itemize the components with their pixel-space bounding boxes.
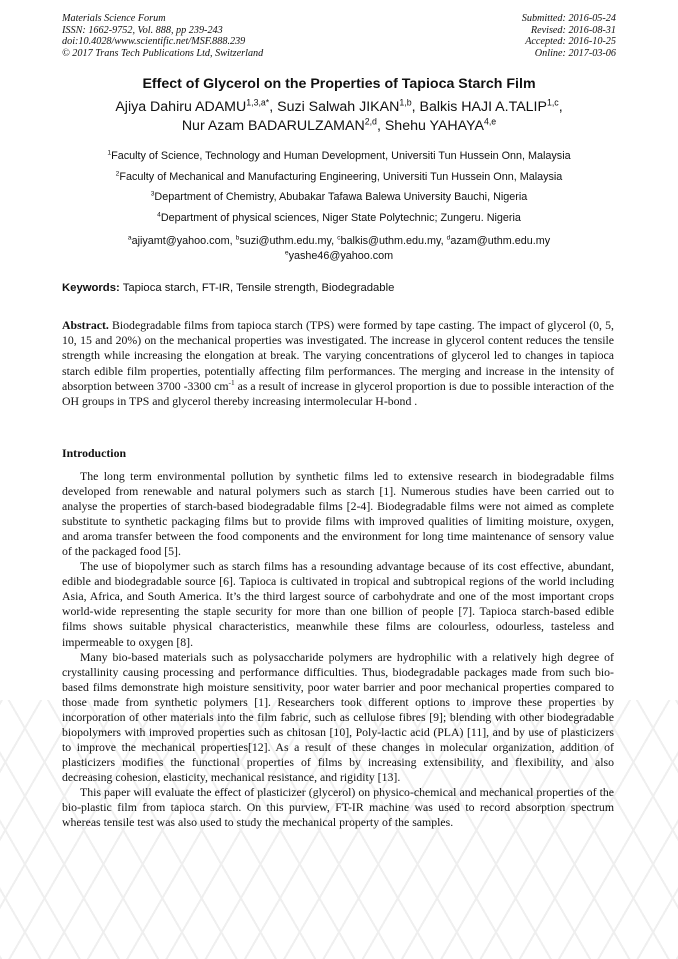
author-separator: , [411, 99, 420, 115]
email-address: yashe46@yahoo.com [288, 249, 394, 262]
email-mark: e [284, 248, 289, 256]
paragraph: The long term environmental pollution by synthetic films led to extensive research in biodegradable films developed from renewable and natural polymers such as starch [1]. Numerous studies have been carried out to analyse the properties of starch-based biodegradable films [2-4]. Biodegradable films were not aimed as complete substitute to synthetic packaging films but to provide films with improved qualities of limiting moisture, oxygen, and aroma transfer between the food components and the environment for long time maintenance of sensory value of the packaged food [5]. [62, 469, 614, 559]
author-name: Shehu YAHAYA [384, 117, 484, 134]
affiliation-text: Faculty of Science, Technology and Human Development, Universiti Tun Hussein Onn, Malaysia [111, 150, 571, 162]
abstract [62, 318, 614, 409]
affiliation-item [0, 171, 678, 192]
affiliation-item [0, 191, 678, 212]
issn-line: ISSN: 1662-9752, Vol. 888, pp 239-243 [62, 24, 223, 36]
email-mark: b [235, 234, 240, 242]
author-name: Balkis HAJI A.TALIP [419, 99, 547, 115]
keywords [62, 282, 622, 294]
email-address: balkis@uthm.edu.my, [340, 235, 447, 247]
affiliation-text: Department of Chemistry, Abubakar Tafawa Balewa University Bauchi, Nigeria [154, 191, 528, 203]
author-affiliation-mark: 4,e [483, 115, 497, 126]
email-mark: d [446, 234, 451, 242]
submitted-date: Submitted: 2016-05-24 [521, 13, 616, 24]
author-list [0, 98, 678, 135]
unit-exponent: -1 [228, 377, 235, 387]
paper-title: Effect of Glycerol on the Properties of Tapioca Starch Film [142, 76, 536, 92]
online-date: Online: 2017-03-06 [534, 47, 616, 59]
author-line-1 [0, 98, 678, 117]
introduction-body [62, 469, 614, 830]
affiliation-text: Faculty of Mechanical and Manufacturing Engineering, Universiti Tun Hussein Onn, Malaysia [119, 170, 563, 183]
publication-info [62, 13, 263, 59]
author-affiliation-mark: 1,3,a* [246, 97, 270, 108]
copyright-line: © 2017 Trans Tech Publications Ltd, Switzerland [62, 47, 264, 59]
keywords-label: Keywords: [62, 282, 120, 294]
author-name: Ajiya Dahiru ADAMU [115, 99, 247, 115]
accepted-date: Accepted: 2016-10-25 [525, 36, 616, 48]
email-list [0, 234, 678, 263]
author-affiliation-mark: 2,d [364, 115, 377, 126]
affiliation-list [0, 150, 678, 232]
revised-date: Revised: 2016-08-31 [530, 24, 616, 36]
author-separator: , [558, 99, 563, 115]
paragraph: Many bio-based materials such as polysaccharide polymers are hydrophilic with a relatively high degree of crystallinity causing processing and performance difficulties. Thus, biodegradable packages made from such bio-based films demonstrate high moisture sensitivity, poor water barrier and poor mechanical properties compared to those made from synthetic polymers [1]. Researchers took different options to improve these properties by incorporation of other materials into the film fabric, such as cellulose fibres [9]; blending with other biodegradable biopolymers with improved properties such as chitosan [10], Poly-lactic acid (PLA) [11], and by use of plasticizers to improve the mechanical properties[12]. As a result of these changes in molecular organization, addition of plasticizers modifies the functional properties of films by increasing extensibility, and flexibility, and also decreasing cohesion, elasticity, mechanical resistance, and rigidity [13]. [62, 649, 614, 784]
email-address: azam@uthm.edu.my [450, 235, 551, 247]
email-line-1 [0, 234, 678, 249]
paragraph: This paper will evaluate the effect of plasticizer (glycerol) on physico-chemical and mechanical properties of the bio-plastic film from tapioca starch. On this purview, FT-IR machine was used to record absorption spectrum whereas tensile test was also used to study the mechanical property of the samples. [62, 784, 614, 830]
page-header [62, 13, 616, 63]
author-affiliation-mark: 1,c [546, 97, 559, 108]
paragraph: The use of biopolymer such as starch films has a resounding advantage because of its cost effective, abundant, edible and biodegradable source [6]. Tapioca is cultivated in tropical and subtropical regions of the world including Asia, Africa, and South America. It’s the third largest source of carbohydrate and one of the most important crops world-wide representing the staple security for more than one billion of people [7]. Tapioca starch-based edible films shows suitable physical characteristics, meanwhile these films are colourless, odourless, tasteless and impermeable to oxygen [8]. [62, 559, 614, 649]
date-info [522, 13, 616, 59]
abstract-label: Abstract. [62, 318, 109, 332]
affiliation-number: 3 [150, 190, 155, 198]
email-mark: a [127, 234, 132, 242]
abstract-text: Biodegradable films from tapioca starch (TPS) were formed by tape casting. The impact of glycerol (0, 5, 10, 15 and 20%) on the mechanical properties was investigated. The increase in glycerol content reduces the tensile strength while increasing the elongation at break. The varying concentrations of glycerol led to changes in tapioca starch edible film properties, potentially affecting film performances. The merging and increase in the intensity of absorption between 3700 -3300 cm [62, 318, 614, 393]
author-name: Nur Azam BADARULZAMAN [181, 117, 365, 134]
abstract-text-continued: as a result of increase in glycerol proportion is due to possible interaction of the OH groups in TPS and glycerol thereby increasing intermolecular H-bond . [62, 378, 614, 409]
introduction-heading: Introduction [62, 446, 127, 460]
affiliation-number: 4 [157, 210, 161, 218]
email-mark: c [337, 234, 341, 242]
keywords-text: Tapioca starch, FT-IR, Tensile strength, Biodegradable [119, 282, 395, 294]
email-address: suzi@uthm.edu.my, [239, 235, 338, 247]
doi-line: doi:10.4028/www.scientific.net/MSF.888.239 [62, 36, 246, 48]
email-address: ajiyamt@yahoo.com, [131, 235, 236, 247]
affiliation-number: 1 [107, 149, 112, 157]
author-separator: , [269, 99, 278, 115]
author-affiliation-mark: 1,b [399, 97, 412, 108]
author-name: Suzi Salwah JIKAN [277, 99, 400, 115]
affiliation-item [0, 150, 678, 171]
email-line-2 [0, 249, 678, 264]
author-line-2 [0, 117, 678, 136]
affiliation-text: Department of physical sciences, Niger State Polytechnic; Zungeru. Nigeria [160, 211, 521, 224]
affiliation-number: 2 [115, 169, 120, 177]
affiliation-item [0, 212, 678, 233]
author-separator: , [376, 117, 385, 134]
journal-name: Materials Science Forum [62, 13, 166, 24]
